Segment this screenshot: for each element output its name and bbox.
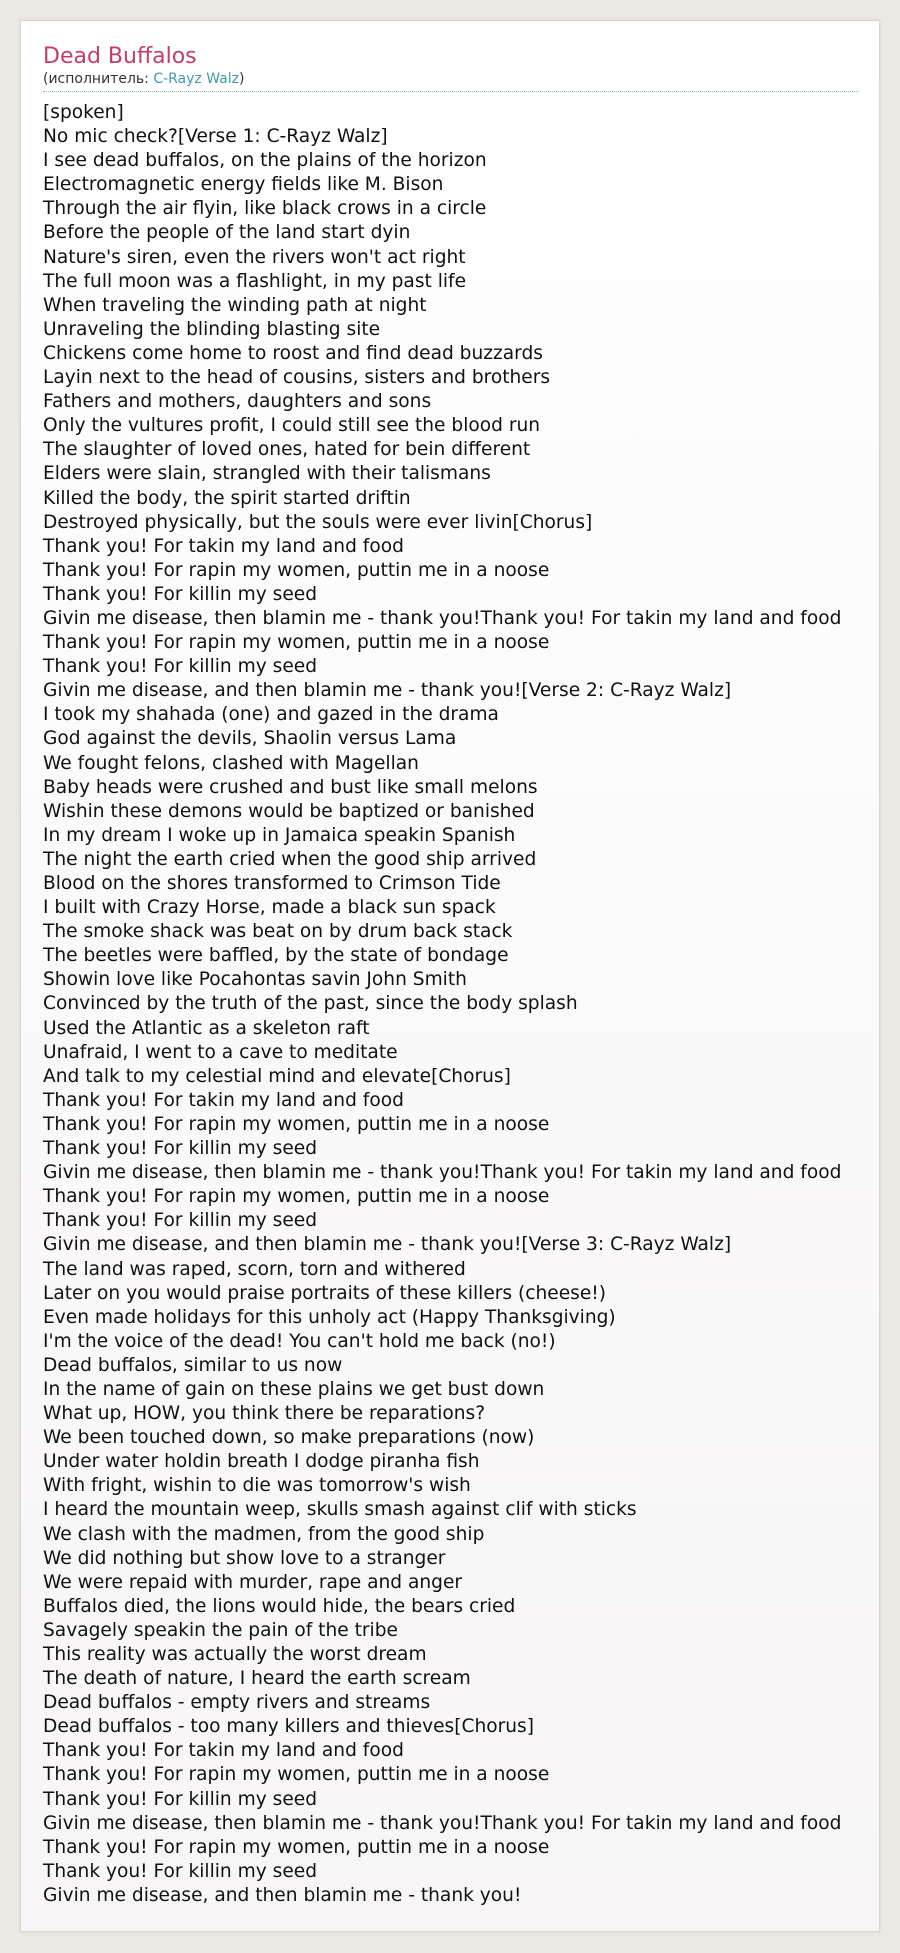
lyric-line: Thank you! For takin my land and food [43, 1089, 404, 1111]
lyric-line: We were repaid with murder, rape and anger [43, 1571, 463, 1593]
lyric-line: Chickens come home to roost and find dead buzzards [43, 342, 543, 364]
performer-suffix: ) [239, 71, 245, 87]
lyric-line: Showin love like Pocahontas savin John Smith [43, 969, 467, 991]
lyric-line: Wishin these demons would be baptized or banished [43, 800, 535, 822]
lyric-line: Thank you! For rapin my women, puttin me in a noose [43, 632, 550, 654]
lyric-line: Givin me disease, then blamin me - thank you!Thank you! For takin my land and food [43, 1162, 842, 1184]
lyric-line: Thank you! For rapin my women, puttin me in a noose [43, 1113, 550, 1135]
lyric-line: Thank you! For killin my seed [43, 583, 318, 605]
lyric-line: Givin me disease, then blamin me - thank you!Thank you! For takin my land and food [43, 1812, 842, 1834]
song-header [43, 43, 859, 92]
lyric-line: [spoken] [43, 102, 124, 123]
lyric-line: Thank you! For killin my seed [43, 1138, 318, 1160]
lyric-line: I'm the voice of the dead! You can't hold me back (no!) [43, 1330, 556, 1352]
lyrics-body [43, 101, 900, 1908]
lyric-line: We clash with the madmen, from the good ship [43, 1523, 485, 1545]
lyric-line: Under water holdin breath I dodge piranha fish [43, 1451, 480, 1473]
lyric-line: The full moon was a flashlight, in my past life [43, 270, 467, 292]
lyric-line: Only the vultures profit, I could still see the blood run [43, 415, 541, 437]
lyric-line: We fought felons, clashed with Magellan [43, 752, 419, 774]
lyric-line: Thank you! For takin my land and food [43, 1740, 404, 1762]
lyric-line: And talk to my celestial mind and elevate[Chorus] [43, 1065, 511, 1087]
lyric-line: Used the Atlantic as a skeleton raft [43, 1017, 370, 1039]
lyric-line: Dead buffalos - too many killers and thieves[Chorus] [43, 1716, 534, 1738]
lyric-line: I took my shahada (one) and gazed in the drama [43, 704, 499, 726]
lyric-line: Buffalos died, the lions would hide, the bears cried [43, 1595, 516, 1617]
lyric-line: Before the people of the land start dyin [43, 222, 411, 244]
lyric-line: In my dream I woke up in Jamaica speakin Spanish [43, 824, 516, 846]
lyric-line: Thank you! For killin my seed [43, 1860, 318, 1882]
lyric-line: Fathers and mothers, daughters and sons [43, 391, 432, 413]
lyric-line: Givin me disease, then blamin me - thank you!Thank you! For takin my land and food [43, 607, 842, 629]
lyric-line: In the name of gain on these plains we get bust down [43, 1378, 545, 1400]
lyric-line: The smoke shack was beat on by drum back stack [43, 921, 513, 943]
lyric-line: With fright, wishin to die was tomorrow's wish [43, 1475, 471, 1497]
lyric-line: Thank you! For killin my seed [43, 1210, 318, 1232]
song-title: Dead Buffalos [43, 44, 197, 69]
lyric-line: What up, HOW, you think there be reparations? [43, 1403, 486, 1425]
lyric-line: Destroyed physically, but the souls were ever livin[Chorus] [43, 511, 593, 533]
lyric-line: Givin me disease, and then blamin me - thank you![Verse 3: C-Rayz Walz] [43, 1234, 732, 1256]
lyric-line: Baby heads were crushed and bust like small melons [43, 776, 538, 798]
lyric-line: Blood on the shores transformed to Crimson Tide [43, 873, 501, 894]
lyric-line: The land was raped, scorn, torn and withered [43, 1258, 466, 1280]
lyrics-card [20, 20, 880, 1932]
lyric-line: Givin me disease, and then blamin me - thank you! [43, 1884, 522, 1906]
lyric-line: Through the air flyin, like black crows in a circle [43, 198, 487, 220]
lyric-line: Thank you! For killin my seed [43, 656, 318, 678]
performer-link[interactable]: C-Rayz Walz [153, 71, 239, 87]
lyric-line: We been touched down, so make preparations (now) [43, 1427, 535, 1449]
performer-line [43, 71, 859, 87]
lyric-line: I heard the mountain weep, skulls smash against clif with sticks [43, 1499, 637, 1521]
lyric-line: Thank you! For takin my land and food [43, 535, 404, 557]
lyric-line: Nature's siren, even the rivers won't act right [43, 246, 466, 268]
lyric-line: Layin next to the head of cousins, sisters and brothers [43, 367, 551, 389]
lyric-line: No mic check?[Verse 1: C-Rayz Walz] [43, 126, 388, 148]
lyric-line: Even made holidays for this unholy act (Happy Thanksgiving) [43, 1306, 616, 1328]
performer-prefix: (исполнитель: [43, 71, 154, 87]
lyric-line: This reality was actually the worst dream [43, 1644, 427, 1665]
lyric-line: Convinced by the truth of the past, since the body splash [43, 993, 578, 1015]
lyric-line: God against the devils, Shaolin versus Lama [43, 728, 457, 750]
lyric-line: Killed the body, the spirit started driftin [43, 487, 411, 509]
lyric-line: Givin me disease, and then blamin me - thank you![Verse 2: C-Rayz Walz] [43, 680, 732, 702]
lyric-line: Thank you! For rapin my women, puttin me in a noose [43, 1186, 550, 1208]
lyric-line: When traveling the winding path at night [43, 294, 427, 316]
lyric-line: The death of nature, I heard the earth scream [43, 1668, 471, 1690]
lyric-line: Thank you! For rapin my women, puttin me in a noose [43, 1836, 550, 1858]
lyric-line: Unraveling the blinding blasting site [43, 318, 381, 340]
lyric-line: The beetles were baffled, by the state of bondage [43, 945, 509, 967]
lyric-line: The slaughter of loved ones, hated for bein different [43, 439, 531, 461]
lyric-line: The night the earth cried when the good ship arrived [43, 848, 537, 870]
lyric-line: Dead buffalos, similar to us now [43, 1354, 343, 1376]
lyric-line: Elders were slain, strangled with their talismans [43, 463, 491, 485]
lyric-line: We did nothing but show love to a stranger [43, 1547, 446, 1569]
lyric-line: Thank you! For rapin my women, puttin me in a noose [43, 559, 550, 581]
lyric-line: Thank you! For rapin my women, puttin me in a noose [43, 1764, 550, 1786]
lyric-line: Savagely speakin the pain of the tribe [43, 1619, 398, 1641]
lyric-line: I built with Crazy Horse, made a black sun spack [43, 897, 496, 919]
lyric-line: Thank you! For killin my seed [43, 1788, 318, 1810]
lyric-line: Dead buffalos - empty rivers and streams [43, 1692, 431, 1714]
lyric-line: Later on you would praise portraits of these killers (cheese!) [43, 1282, 606, 1304]
lyric-line: I see dead buffalos, on the plains of the horizon [43, 150, 487, 172]
lyric-line: Unafraid, I went to a cave to meditate [43, 1041, 398, 1063]
lyric-line: Electromagnetic energy fields like M. Bison [43, 174, 444, 196]
